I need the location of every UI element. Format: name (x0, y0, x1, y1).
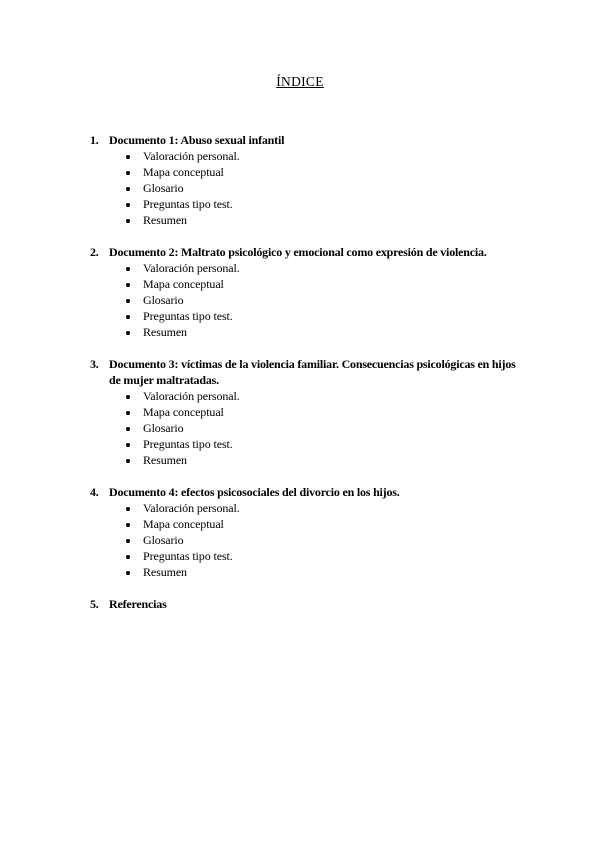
toc-entry-title: Documento 3: víctimas de la violencia familiar. Consecuencias psicológicas en hijos de mujer maltratadas. (109, 357, 516, 387)
toc-subitem (126, 180, 520, 196)
toc-subitem-label: Valoración personal. (143, 389, 240, 403)
toc-subitem-label: Preguntas tipo test. (143, 309, 233, 323)
toc-subitem (126, 532, 520, 548)
toc-subitem-label: Valoración personal. (143, 501, 240, 515)
toc-subitem (126, 404, 520, 420)
toc-entry-4 (90, 484, 520, 580)
toc-subitem-label: Preguntas tipo test. (143, 549, 233, 563)
toc-subitem (126, 388, 520, 404)
toc-entry-1 (90, 132, 520, 228)
toc-subitem-label: Mapa conceptual (143, 405, 224, 419)
bullet-icon (126, 395, 130, 399)
toc-subitem-label: Mapa conceptual (143, 517, 224, 531)
toc-subitem (126, 548, 520, 564)
toc-entry-title: Documento 1: Abuso sexual infantil (109, 133, 285, 147)
toc-entry-title: Documento 2: Maltrato psicológico y emocional como expresión de violencia. (109, 245, 487, 259)
bullet-icon (126, 507, 130, 511)
bullet-icon (126, 155, 130, 159)
toc-subitem (126, 420, 520, 436)
toc-subitem (126, 436, 520, 452)
toc-subitem-label: Preguntas tipo test. (143, 437, 233, 451)
bullet-icon (126, 571, 130, 575)
toc-entry-heading (90, 244, 520, 260)
toc-entry-heading (90, 132, 520, 148)
toc-subitem-label: Preguntas tipo test. (143, 197, 233, 211)
bullet-icon (126, 459, 130, 463)
toc-entry-number: 4. (90, 485, 99, 499)
toc-subitem-label: Valoración personal. (143, 149, 240, 163)
toc-subitem-label: Resumen (143, 453, 187, 467)
bullet-icon (126, 555, 130, 559)
toc-subitem-list (90, 388, 520, 468)
toc-entry-heading (90, 356, 520, 388)
toc-subitem (126, 164, 520, 180)
bullet-icon (126, 187, 130, 191)
bullet-icon (126, 427, 130, 431)
toc-entry-heading (90, 484, 520, 500)
toc-subitem (126, 196, 520, 212)
toc-subitem (126, 452, 520, 468)
toc-entry-5 (90, 596, 520, 612)
toc-subitem (126, 148, 520, 164)
toc-subitem (126, 260, 520, 276)
toc-subitem-label: Glosario (143, 421, 184, 435)
bullet-icon (126, 443, 130, 447)
toc-subitem-label: Resumen (143, 325, 187, 339)
bullet-icon (126, 267, 130, 271)
toc-subitem-label: Mapa conceptual (143, 277, 224, 291)
toc-subitem-label: Resumen (143, 213, 187, 227)
toc-entry-2 (90, 244, 520, 340)
toc-entry-title: Documento 4: efectos psicosociales del divorcio en los hijos. (109, 485, 400, 499)
toc-entry-number: 3. (90, 357, 99, 371)
toc-subitem (126, 292, 520, 308)
bullet-icon (126, 219, 130, 223)
bullet-icon (126, 299, 130, 303)
toc-entry-heading (90, 596, 520, 612)
toc-subitem (126, 212, 520, 228)
toc-entry-number: 5. (90, 597, 99, 611)
toc-entry-3 (90, 356, 520, 468)
toc-subitem (126, 516, 520, 532)
toc-subitem-list (90, 148, 520, 228)
toc-entry-number: 2. (90, 245, 99, 259)
bullet-icon (126, 523, 130, 527)
toc-subitem-list (90, 500, 520, 580)
toc-entry-title: Referencias (109, 597, 167, 611)
toc-subitem (126, 276, 520, 292)
bullet-icon (126, 411, 130, 415)
bullet-icon (126, 315, 130, 319)
toc-subitem-list (90, 260, 520, 340)
bullet-icon (126, 539, 130, 543)
toc-subitem-label: Glosario (143, 293, 184, 307)
toc-subitem (126, 308, 520, 324)
toc-subitem-label: Glosario (143, 533, 184, 547)
toc-subitem-label: Mapa conceptual (143, 165, 224, 179)
toc-subitem-label: Valoración personal. (143, 261, 240, 275)
page-title: ÍNDICE (276, 74, 324, 89)
bullet-icon (126, 171, 130, 175)
toc-subitem (126, 500, 520, 516)
toc-subitem (126, 564, 520, 580)
toc-subitem-label: Resumen (143, 565, 187, 579)
bullet-icon (126, 331, 130, 335)
bullet-icon (126, 283, 130, 287)
bullet-icon (126, 203, 130, 207)
toc-entry-number: 1. (90, 133, 99, 147)
toc-subitem (126, 324, 520, 340)
toc-subitem-label: Glosario (143, 181, 184, 195)
